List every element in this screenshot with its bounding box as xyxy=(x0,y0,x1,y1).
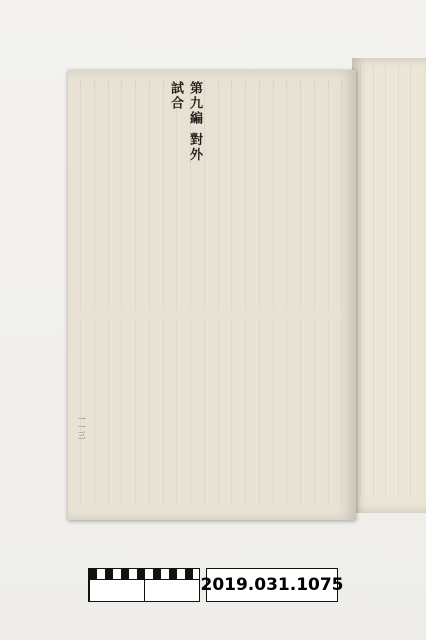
scale-ruler-base xyxy=(88,580,200,602)
text-column xyxy=(135,320,146,505)
ruler-tick xyxy=(144,580,145,602)
text-column xyxy=(373,66,383,496)
text-column xyxy=(108,80,119,310)
text-column xyxy=(341,320,352,505)
text-column xyxy=(273,320,284,505)
text-column xyxy=(218,80,229,310)
text-column xyxy=(245,80,256,310)
text-column xyxy=(218,320,229,505)
text-column xyxy=(135,80,146,310)
text-column xyxy=(341,80,352,310)
text-column xyxy=(94,80,105,310)
text-column xyxy=(94,320,105,505)
text-column xyxy=(328,320,339,505)
text-column xyxy=(314,320,325,505)
text-column xyxy=(176,320,187,505)
text-column xyxy=(108,320,119,505)
text-column xyxy=(314,80,325,310)
text-column xyxy=(190,320,201,505)
text-column xyxy=(149,80,160,310)
text-column xyxy=(300,320,311,505)
text-column xyxy=(204,320,215,505)
text-column xyxy=(410,66,420,496)
text-column xyxy=(204,80,215,310)
text-column xyxy=(163,80,174,310)
text-column xyxy=(80,80,91,310)
lower-text-block xyxy=(80,320,352,505)
text-column xyxy=(286,80,297,310)
text-column xyxy=(231,320,242,505)
text-column xyxy=(259,320,270,505)
text-column xyxy=(245,320,256,505)
text-column xyxy=(259,80,270,310)
upper-text-block xyxy=(80,80,352,310)
text-column xyxy=(149,320,160,505)
page-number: 一一三 xyxy=(77,415,86,439)
section-heading: 第九編 對外試合 xyxy=(168,81,202,163)
text-column xyxy=(300,80,311,310)
text-column xyxy=(121,80,132,310)
text-column xyxy=(163,320,174,505)
text-column xyxy=(360,66,370,496)
text-column xyxy=(80,320,91,505)
scale-ruler xyxy=(88,568,200,580)
ruler-tick xyxy=(89,580,90,602)
text-column xyxy=(398,66,408,496)
text-column xyxy=(121,320,132,505)
text-column xyxy=(273,80,284,310)
catalog-number-label: 2019.031.1075 xyxy=(206,568,338,602)
text-column xyxy=(328,80,339,310)
facing-page-text xyxy=(360,66,420,496)
text-column xyxy=(231,80,242,310)
text-column xyxy=(385,66,395,496)
text-column xyxy=(286,320,297,505)
